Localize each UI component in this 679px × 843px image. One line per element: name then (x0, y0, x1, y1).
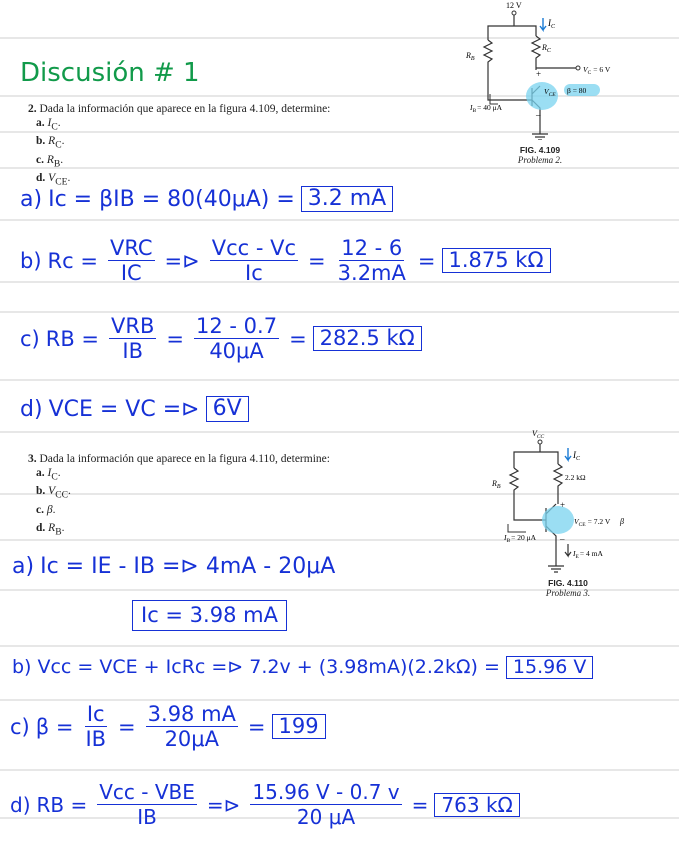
plus-sign-3: + (560, 500, 566, 510)
answer-2b (20, 236, 551, 285)
figure-4-109-problem: Problema 2. (517, 155, 563, 165)
answer-3c-result: 199 (272, 714, 326, 739)
answer-3d-frac1: $\frac{\text{Vcc - VBE}}{IB}$ (99, 780, 195, 829)
answer-3d-label: d) (10, 792, 31, 817)
answer-2c-label: c) (20, 326, 40, 351)
rc-value-label: 2.2 kΩ (565, 473, 586, 482)
answer-2c-eq: = (166, 326, 185, 351)
figure-4-110-problem: Problema 3. (545, 588, 591, 598)
ic-label-3: $I_C$ (573, 450, 581, 462)
problem-2-statement (28, 102, 330, 189)
answer-3c-label: c) (10, 714, 30, 739)
vce-label-3: $V_{CE} = 7.2$ V (574, 517, 611, 528)
answer-3c-lhs: β = (35, 714, 74, 739)
ib-label: $I_B= 40$ μA (470, 103, 503, 114)
rb-resistor-3 (510, 468, 546, 520)
problem-3-prompt: Dada la información que aparece en la figura 4.110, determine: (39, 453, 330, 465)
answer-2c-frac2: $\frac{12 - 0.7}{40\mu A}$ (196, 314, 278, 363)
problem-2-item-a: a. $I_C$. (36, 117, 61, 133)
answer-3d-lhs: RB = (36, 792, 88, 817)
rb-resistor (484, 40, 532, 100)
ie-label-3: $I_E= 4$ mA (573, 549, 603, 560)
answer-2b-arrow: =⊳ (164, 248, 200, 273)
rb-label: $R_B$ (466, 51, 475, 62)
answer-2d-equation: VCE = VC =⊳ (48, 396, 200, 422)
figure-4-110-caption (536, 578, 600, 598)
vc-label: $V_C = 6$ V (583, 65, 611, 76)
problem-2-item-c: c. $R_B$. (36, 153, 64, 169)
rc-resistor (532, 36, 540, 70)
rc-resistor-3 (554, 464, 562, 504)
answer-3d-result: 763 kΩ (434, 793, 519, 817)
answer-3b-result: 15.96 V (506, 656, 593, 679)
answer-2a-equation: Ic = βIB = 80(40μA) = (48, 186, 295, 212)
answer-2b-frac1: $\frac{\text{VRC}}{IC}$ (109, 236, 153, 285)
answer-3c-eq: = (118, 714, 136, 739)
answer-3c (10, 702, 326, 751)
supply-voltage-label: 12 V (506, 1, 522, 10)
ib-label-3: $I_B= 20$ μA (504, 533, 537, 544)
problem-2-item-b: b. $R_C$. (36, 135, 65, 151)
problem-2-number: 2. (28, 103, 37, 115)
plus-sign: + (536, 69, 542, 79)
answer-2d (20, 396, 249, 422)
answer-2c-lhs: RB = (45, 326, 100, 351)
answer-2d-label: d) (20, 396, 43, 422)
problem-3-item-d: d. $R_B$. (36, 521, 65, 538)
beta-label-3: β (620, 517, 624, 526)
ic-label: $I_C$ (548, 18, 556, 30)
answer-2b-label: b) (20, 248, 42, 273)
problem-2-item-d: d. $V_{CE}$. (36, 171, 71, 188)
answer-3c-frac1: $\frac{Ic}{IB}$ (85, 702, 107, 751)
answer-2b-frac3: $\frac{12 - 6}{3.2mA}$ (337, 236, 406, 285)
answer-3a-result: Ic = 3.98 mA (132, 600, 287, 631)
figure-4-110-label: FIG. 4.110 (548, 578, 588, 588)
answer-2c-result: 282.5 kΩ (313, 326, 422, 351)
answer-2a (20, 186, 393, 212)
answer-2b-result: 1.875 kΩ (442, 248, 551, 273)
answer-2c-eq2: = (289, 326, 307, 351)
page-title: Discusión # 1 (20, 58, 200, 88)
answer-3d (10, 780, 520, 829)
vcc-label: $V_{CC}$ (532, 429, 545, 440)
answer-3d-arrow: =⊳ (206, 792, 241, 817)
answer-2b-frac2: $\frac{\text{Vcc - Vc}}{Ic}$ (211, 236, 297, 285)
answer-3d-eq: = (411, 792, 429, 817)
rb-label-3: $R_B$ (492, 479, 501, 490)
beta-label: β = 80 (567, 86, 587, 95)
answer-3a-label: a) (12, 554, 35, 579)
answer-2b-lhs: Rc = (47, 248, 98, 273)
problem-3-statement (28, 452, 330, 539)
answer-2c-frac1: $\frac{\text{VRB}}{IB}$ (111, 314, 155, 363)
answer-3d-frac2: $\frac{15.96 V - 0.7 v}{20 \mu A}$ (252, 780, 400, 829)
answer-2d-result: 6V (206, 396, 249, 422)
answer-2a-label: a) (20, 186, 43, 212)
answer-2b-eq: = (308, 248, 326, 273)
figure-4-110-circuit (470, 428, 670, 578)
answer-3b-equation: Vcc = VCE + IcRc =⊳ 7.2v + (3.98mA)(2.2kΩ) = (37, 656, 500, 679)
rc-label: $R_C$ (542, 43, 551, 54)
answer-2a-result: 3.2 mA (301, 186, 393, 212)
answer-3a (12, 554, 335, 579)
figure-4-109-caption (508, 145, 572, 165)
vce-label: $V_{CE}$ (544, 87, 556, 98)
figure-4-109-label: FIG. 4.109 (519, 145, 561, 155)
answer-3c-eq2: = (247, 714, 266, 739)
problem-3-item-c: c. β. (36, 503, 56, 516)
figure-4-109-circuit (440, 0, 640, 140)
minus-sign-3: – (560, 534, 565, 544)
answer-3b (12, 656, 593, 679)
answer-3b-label: b) (12, 656, 32, 679)
minus-sign: – (536, 110, 541, 120)
answer-3a-equation: Ic = IE - IB =⊳ 4mA - 20μA (40, 554, 336, 579)
answer-3c-frac2: $\frac{3.98 mA}{20\mu A}$ (147, 702, 236, 751)
answer-2c (20, 314, 422, 363)
problem-2-prompt: Dada la información que aparece en la figura 4.109, determine: (39, 103, 331, 115)
problem-3-item-b: b. $V_{CC}$. (36, 485, 71, 501)
answer-2b-eq2: = (417, 248, 436, 273)
problem-3-item-a: a. $I_C$. (36, 467, 61, 483)
problem-3-number: 3. (28, 453, 37, 465)
